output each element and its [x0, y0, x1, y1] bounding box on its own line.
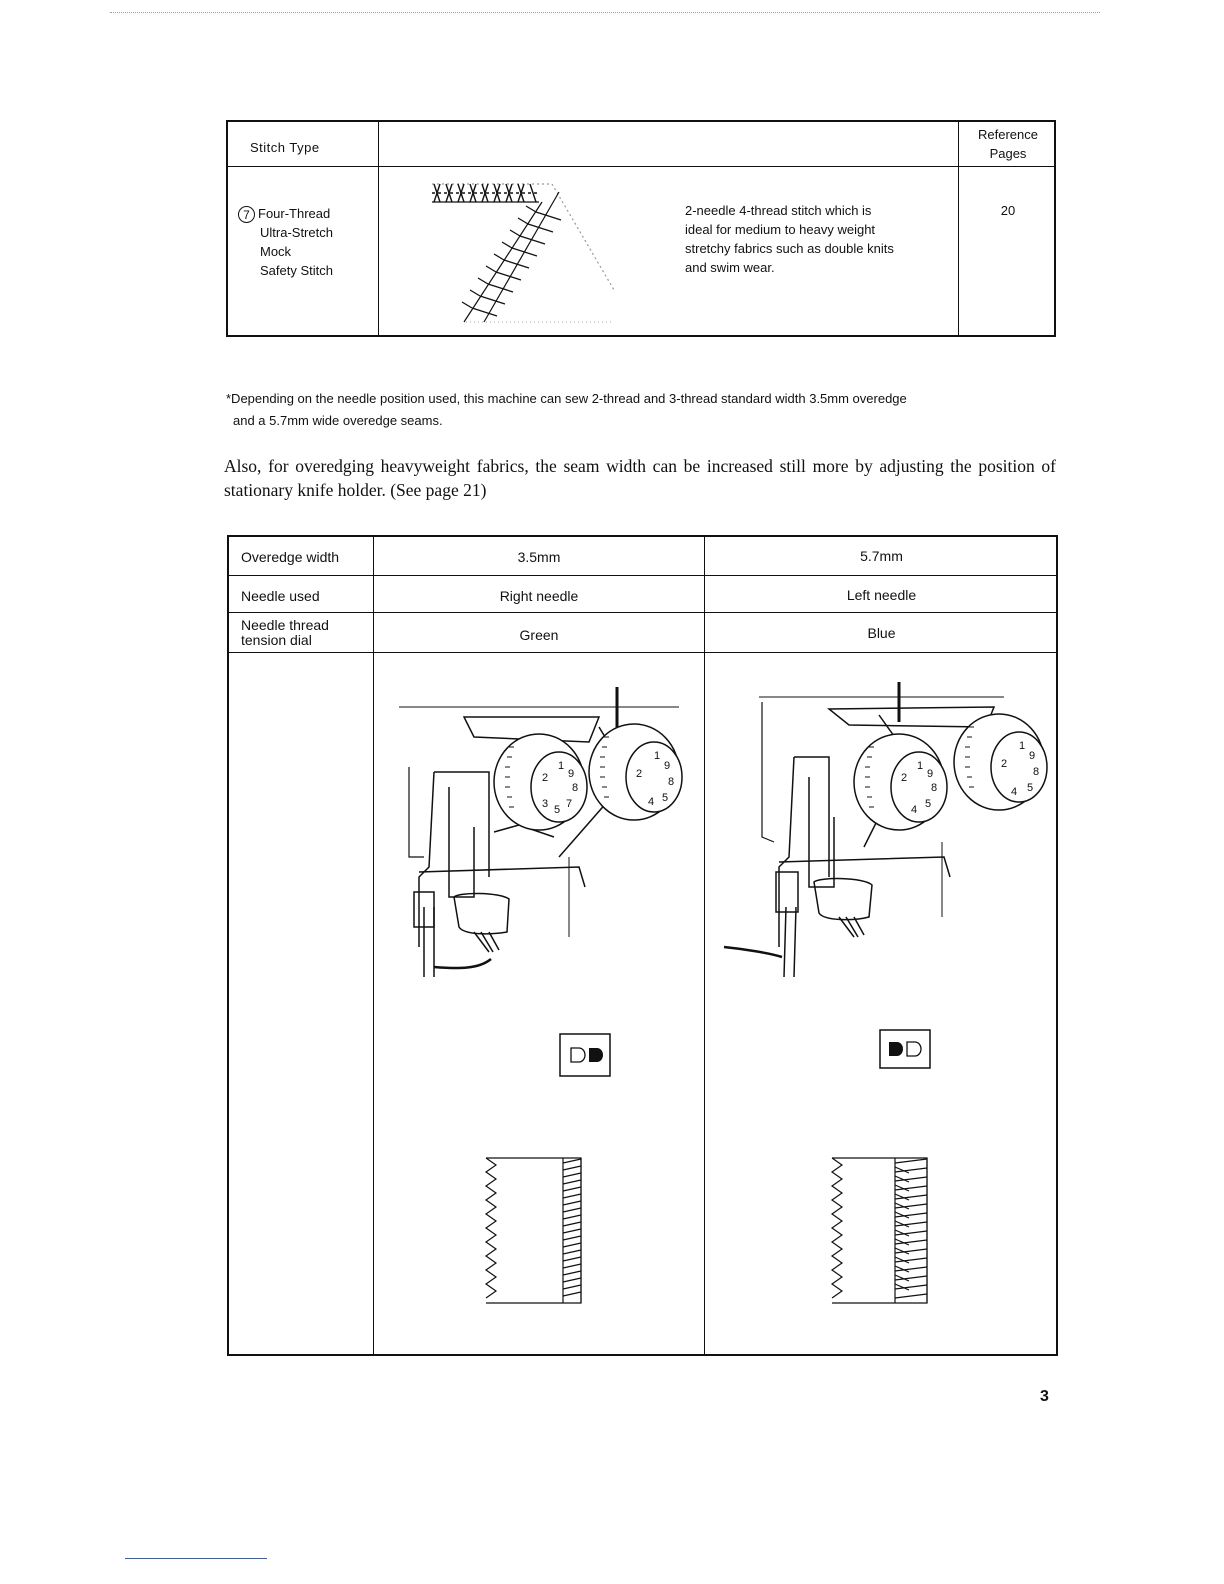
- row-divider: [229, 652, 1056, 653]
- tension-dial-blue: Blue: [867, 625, 896, 641]
- dial-number: 2: [541, 772, 549, 784]
- needle-used-left: Left needle: [846, 587, 917, 603]
- footnote: *Depending on the needle position used, this machine can sew 2-thread and 3-thread standard width 3.5mm overedge and a 5.7mm wide overedge seams.: [226, 391, 907, 428]
- right-needle-machine-illustration: [379, 677, 699, 977]
- dial-number: 8: [667, 776, 675, 788]
- reference-page-number: 20: [1000, 203, 1016, 218]
- header-divider: [228, 166, 1054, 167]
- dial-number: 8: [571, 782, 579, 794]
- dial-number: 3: [541, 798, 549, 810]
- dial-number: 9: [567, 768, 575, 780]
- column-divider: [958, 122, 959, 335]
- needle-used-label: Needle used: [241, 588, 320, 604]
- dial-number: 4: [1010, 786, 1018, 798]
- reference-pages-header: Reference Pages: [978, 127, 1038, 161]
- column-divider: [704, 537, 705, 1354]
- dial-number: 1: [1018, 740, 1026, 752]
- scan-edge-line: [110, 12, 1100, 13]
- body-paragraph: Also, for overedging heavyweight fabrics, the seam width can be increased still more by adjusting the position of stationary knife holder. (See page 21): [224, 456, 1056, 500]
- page-number: 3: [1040, 1388, 1049, 1405]
- left-needle-position-indicator: [879, 1029, 931, 1069]
- dial-number: 7: [565, 798, 573, 810]
- stitch-type-table: [226, 120, 1056, 337]
- dial-number: 8: [1032, 766, 1040, 778]
- stitch-description: 2-needle 4-thread stitch which is ideal for medium to heavy weight stretchy fabrics such as double knits and swim wear.: [685, 203, 894, 275]
- dial-number: 2: [635, 768, 643, 780]
- dial-number: 9: [1028, 750, 1036, 762]
- dial-number: 1: [653, 750, 661, 762]
- tension-dial-label: Needle thread tension dial: [241, 617, 329, 648]
- dial-number: 4: [910, 804, 918, 816]
- overedge-width-table: [227, 535, 1058, 1356]
- stitch-number-badge: 7: [238, 206, 255, 223]
- wide-overedge-seam-sample: [827, 1153, 931, 1309]
- dial-number: 2: [900, 772, 908, 784]
- right-needle-position-indicator: [559, 1033, 611, 1077]
- needle-used-right: Right needle: [499, 588, 579, 604]
- dial-number: 9: [926, 768, 934, 780]
- dial-number: 2: [1000, 758, 1008, 770]
- column-divider: [378, 122, 379, 335]
- overedge-width-label: Overedge width: [241, 549, 340, 565]
- dial-number: 4: [647, 796, 655, 808]
- dial-number: 5: [924, 798, 932, 810]
- overedge-width-5-7: 5.7mm: [860, 548, 903, 564]
- dial-number: 5: [1026, 782, 1034, 794]
- dial-number: 5: [661, 792, 669, 804]
- four-thread-stitch-illustration: [424, 172, 614, 332]
- dial-number: 8: [930, 782, 938, 794]
- dial-number: 5: [553, 804, 561, 816]
- overedge-width-3-5: 3.5mm: [517, 549, 561, 565]
- narrow-overedge-seam-sample: [481, 1153, 585, 1309]
- tension-dial-green: Green: [519, 627, 559, 643]
- dial-number: 9: [663, 760, 671, 772]
- left-needle-machine-illustration: [714, 677, 1054, 977]
- dial-number: 1: [916, 760, 924, 772]
- link-underline: [125, 1558, 267, 1559]
- row-divider: [229, 575, 1056, 576]
- row-divider: [229, 612, 1056, 613]
- stitch-type-header: Stitch Type: [250, 140, 320, 155]
- stitch-name: 7 Four-Thread Ultra-Stretch Mock Safety Stitch: [238, 204, 333, 280]
- dial-number: 1: [557, 760, 565, 772]
- column-divider: [373, 537, 374, 1354]
